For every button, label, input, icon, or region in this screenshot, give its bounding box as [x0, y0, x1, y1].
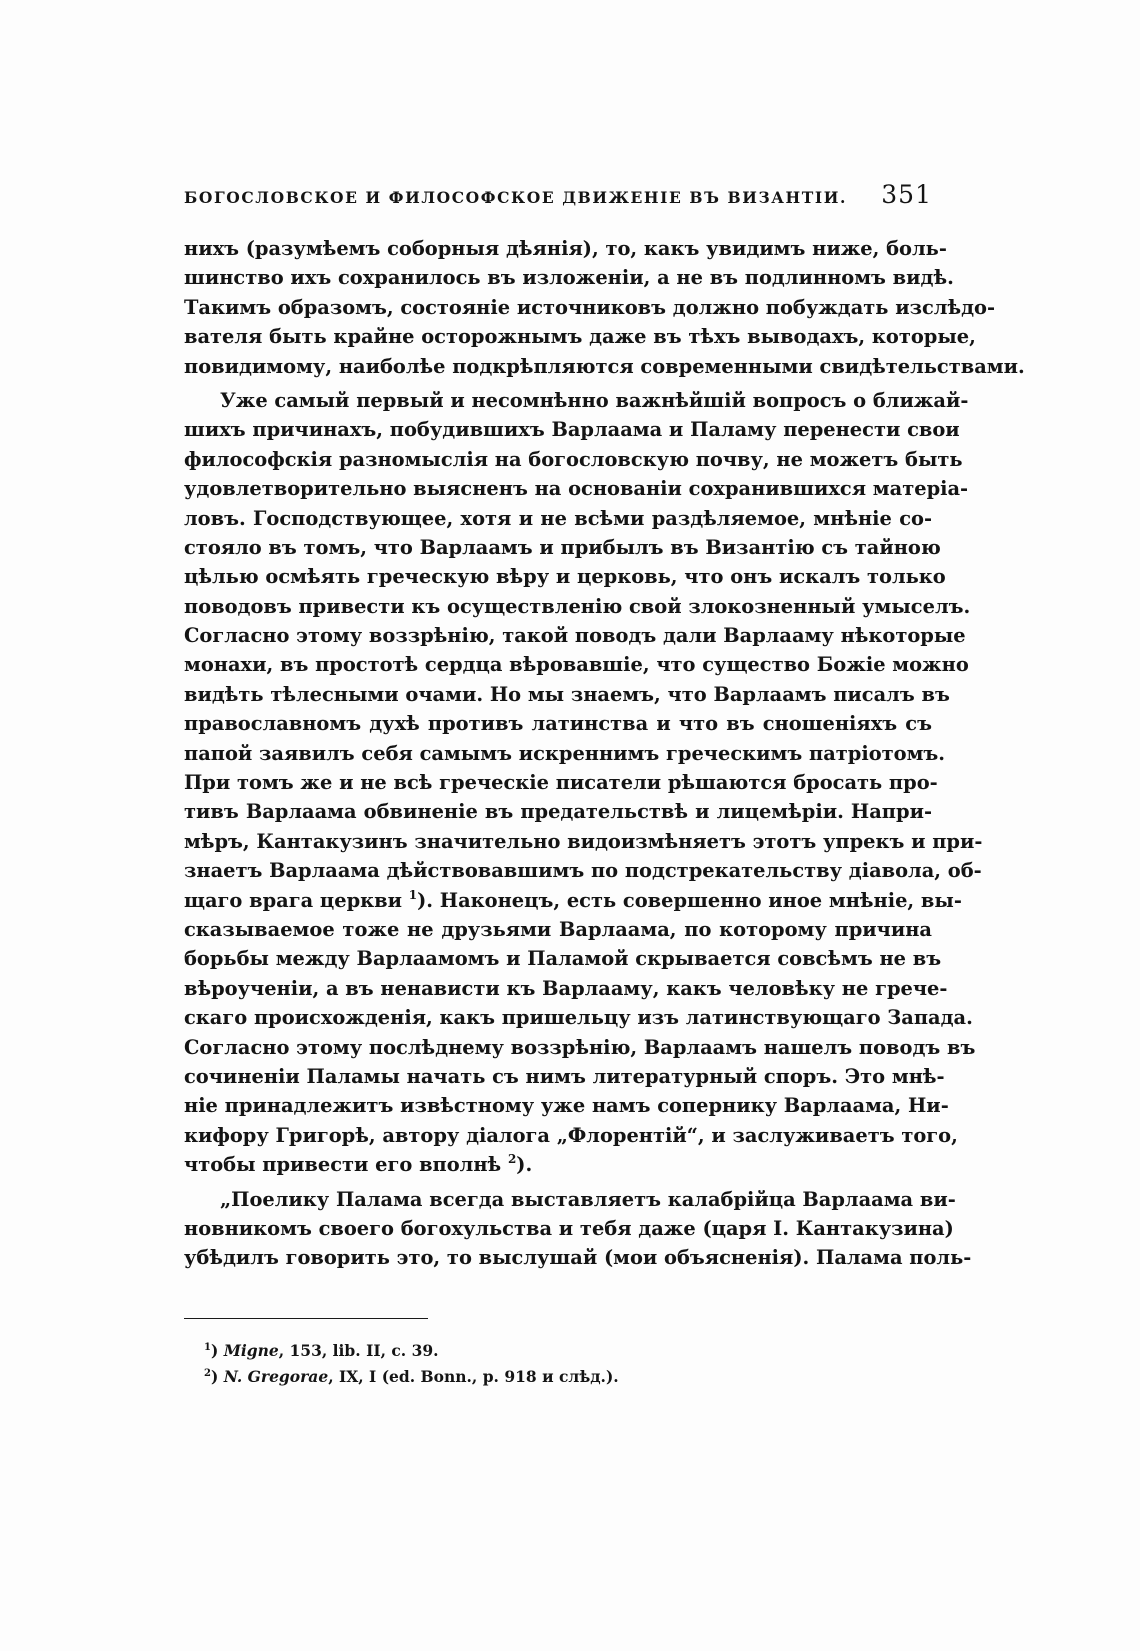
text-line: мѣръ, Кантакузинъ значительно видоизмѣняетъ этотъ упрекъ и при- — [184, 829, 983, 853]
footnote-author: N. Gregorae — [223, 1367, 329, 1386]
text-line: ловъ. Господствующее, хотя и не всѣми раздѣляемое, мнѣніе со- — [184, 506, 932, 530]
footnote-mark: 1 — [204, 1342, 211, 1353]
text-line: сочиненіи Паламы начать съ нимъ литературный споръ. Это мнѣ- — [184, 1064, 945, 1088]
text-line: При томъ же и не всѣ греческіе писатели рѣшаются бросать про- — [184, 771, 938, 795]
text-line: вателя быть крайне осторожнымъ даже въ тѣхъ выводахъ, которые, — [184, 325, 976, 349]
text-line: Согласно этому воззрѣнію, такой поводъ дали Варлааму нѣкоторые — [184, 624, 966, 648]
text-line: скаго происхожденія, какъ пришельцу изъ латинствующаго Запада. — [184, 1006, 973, 1030]
text-fragment: ). Наконецъ, есть совершенно иное мнѣніе, вы- — [417, 888, 962, 912]
text-line: философскія разномыслія на богословскую почву, не можетъ быть — [184, 447, 963, 471]
text-line: Такимъ образомъ, состояніе источниковъ должно побуждать изслѣдо- — [184, 295, 995, 319]
footnote: $^2$) N. Gregorae, IX, I (ed. Bonn., p. 918 и слѣд.). — [204, 1367, 619, 1386]
footnote-text: , 153, lib. II, c. 39. — [278, 1341, 439, 1360]
text-line: Согласно этому послѣднему воззрѣнію, Варлаамъ нашелъ поводъ въ — [184, 1035, 976, 1059]
text-line — [184, 886, 962, 915]
text-line: повидимому, наиболѣе подкрѣпляются современными свидѣтельствами. — [184, 354, 1025, 378]
footnotes — [204, 1338, 904, 1390]
text-line: православномъ духѣ противъ латинства и что въ сношеніяхъ съ — [184, 712, 932, 736]
footnote-divider — [184, 1318, 428, 1319]
text-line: поводовъ привести къ осуществленію свой злокозненный умыселъ. — [184, 594, 971, 618]
text-line: „Поелику Палама всегда выставляетъ калабрійца Варлаама ви- — [220, 1187, 956, 1211]
footnote-ref: 1 — [408, 887, 418, 902]
page-number: 351 — [881, 180, 932, 209]
text-line: сказываемое тоже не друзьями Варлаама, по которому причина — [184, 917, 932, 941]
text-line: монахи, въ простотѣ сердца вѣровавшіе, что существо Божіе можно — [184, 653, 969, 677]
footnote-ref: 2 — [507, 1152, 517, 1167]
running-head — [184, 180, 932, 212]
text-line: Уже самый первый и несомнѣнно важнѣйшій вопросъ о ближай- — [220, 388, 969, 412]
text-line: видѣть тѣлесными очами. Но мы знаемъ, что Варлаамъ писалъ въ — [184, 682, 950, 706]
footnote: $^1$) Migne, 153, lib. II, c. 39. — [204, 1341, 439, 1360]
text-line: вѣроученіи, а въ ненависти къ Варлааму, какъ человѣку не грече- — [184, 976, 948, 1000]
footnote-mark: 2 — [204, 1368, 211, 1379]
footnote-text: , IX, I (ed. Bonn., p. 918 и слѣд.). — [328, 1367, 619, 1386]
footnote-author: Migne — [223, 1341, 279, 1360]
text-line: шихъ причинахъ, побудившихъ Варлаама и Паламу перенести свои — [184, 418, 960, 442]
text-fragment: щаго врага церкви — [184, 888, 402, 912]
text-line: папой заявилъ себя самымъ искреннимъ греческимъ патріотомъ. — [184, 741, 946, 765]
text-line: убѣдилъ говорить это, то выслушай (мои объясненія). Палама поль- — [184, 1246, 972, 1270]
running-title: БОГОСЛОВСКОЕ И ФИЛОСОФСКОЕ ДВИЖЕНІЕ ВЪ ВИЗАНТІИ. — [184, 188, 847, 207]
text-line: удовлетворительно выясненъ на основаніи сохранившихся матеріа- — [184, 477, 969, 501]
body-text — [184, 234, 1025, 1273]
text-line — [184, 1150, 932, 1179]
text-fragment: ). — [516, 1153, 533, 1177]
text-line: цѣлью осмѣять греческую вѣру и церковь, что онъ искалъ только — [184, 565, 946, 589]
text-line: борьбы между Варлаамомъ и Паламой скрывается совсѣмъ не въ — [184, 947, 942, 971]
text-line: нихъ (разумѣемъ соборныя дѣянія), то, какъ увидимъ ниже, боль- — [184, 237, 947, 260]
text-line: ніе принадлежитъ извѣстному уже намъ сопернику Варлаама, Ни- — [184, 1094, 949, 1118]
text-line: тивъ Варлаама обвиненіе въ предательствѣ и лицемѣріи. Напри- — [184, 800, 932, 824]
text-line: стояло въ томъ, что Варлаамъ и прибылъ въ Византію съ тайною — [184, 535, 941, 559]
text-line: знаетъ Варлаама дѣйствовавшимъ по подстрекательству діавола, об- — [184, 859, 982, 883]
text-line: шинство ихъ сохранилось въ изложеніи, а не въ подлинномъ видѣ. — [184, 266, 954, 290]
text-line: кифору Григорѣ, автору діалога „Флорентій“, и заслуживаетъ того, — [184, 1123, 958, 1147]
text-line: новникомъ своего богохульства и тебя даже (царя І. Кантакузина) — [184, 1216, 954, 1240]
text-fragment: чтобы привести его вполнѣ — [184, 1153, 502, 1177]
